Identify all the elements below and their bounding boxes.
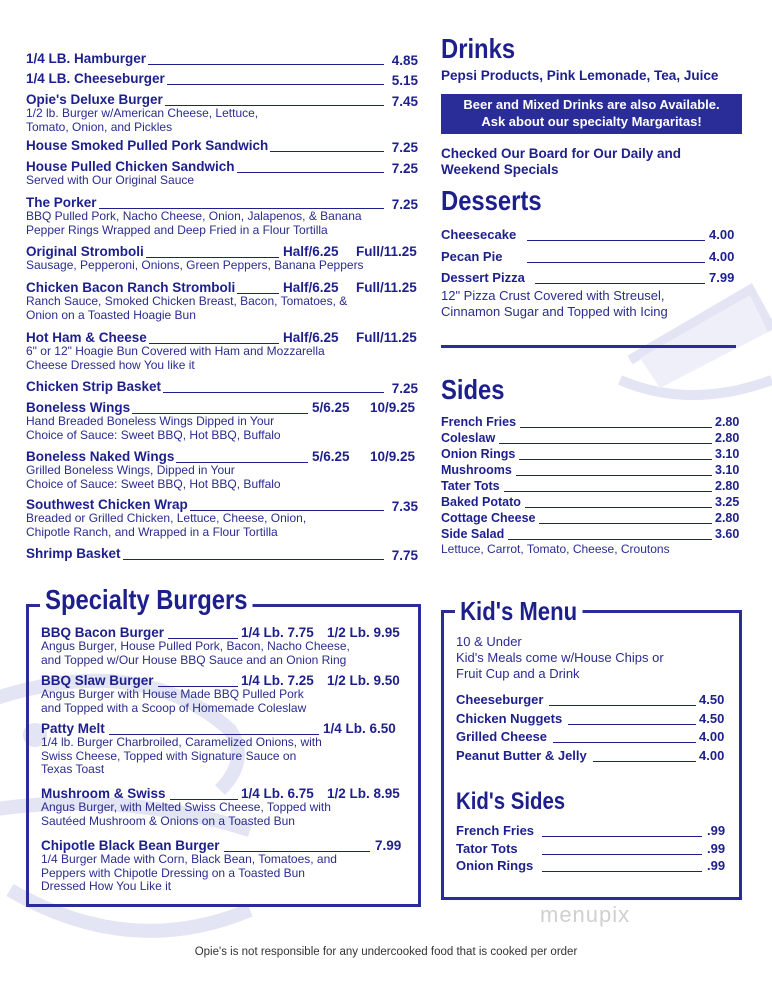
leader-line (519, 459, 712, 460)
burger-price-quarter: 1/4 Lb. 7.75 (241, 625, 314, 640)
burger-description: Texas Toast (41, 762, 105, 776)
burger-name-bbq-bacon-burger: BBQ Bacon Burger (41, 625, 165, 640)
burger-description: Dressed How You Like it (41, 879, 172, 893)
kids-intro (456, 634, 664, 682)
dessert-price: 4.00 (709, 249, 735, 264)
menu-item-name-boneless-wings: Boneless Wings (26, 400, 131, 415)
menu-item-name-chicken-strip-basket: Chicken Strip Basket (26, 379, 162, 394)
side-price: 2.80 (715, 511, 740, 525)
menu-item-name-house-pulled-chicken-sandwich: House Pulled Chicken Sandwich (26, 159, 235, 174)
burger-price-half: 1/2 Lb. 9.95 (327, 625, 400, 640)
menu-item-description: 1/2 lb. Burger w/American Cheese, Lettuce, (26, 106, 259, 120)
burger-description: Angus Burger, with Melted Swiss Cheese, Topped with (41, 800, 331, 814)
side-price: 3.10 (715, 447, 740, 461)
dessert-name-pecan-pie: Pecan Pie (441, 249, 503, 264)
menu-item-description: 6" or 12" Hoagie Bun Covered with Ham and Mozzarella (26, 344, 325, 358)
menu-item-price: Half/6.25 (283, 330, 339, 345)
leader-line (270, 151, 384, 152)
dessert-name-dessert-pizza: Dessert Pizza (441, 270, 525, 285)
leader-line (553, 742, 696, 743)
desserts-heading: Desserts (441, 185, 542, 216)
leader-line (568, 724, 696, 725)
menu-item-price: 7.25 (391, 381, 418, 396)
leader-line (527, 262, 705, 263)
side-price: 2.80 (715, 479, 740, 493)
kids-side-price: .99 (707, 823, 726, 838)
burger-price-half: 1/2 Lb. 8.95 (327, 786, 400, 801)
drinks-banner (441, 94, 742, 134)
menu-item-name-the-porker: The Porker (26, 195, 97, 210)
side-name-french-fries: French Fries (441, 415, 517, 429)
leader-line (542, 854, 702, 855)
intro-line: 10 & Under (456, 634, 522, 649)
burger-name-patty-melt: Patty Melt (41, 721, 105, 736)
menu-item-price: Full/11.25 (356, 244, 417, 259)
dessert-price: 4.00 (709, 227, 735, 242)
menu-item-price: 5/6.25 (312, 400, 350, 415)
side-name-cottage-cheese: Cottage Cheese (441, 511, 536, 525)
side-price: 2.80 (715, 431, 740, 445)
menu-item-price: 7.25 (391, 140, 418, 155)
menu-item-description: Chipotle Ranch, and Wrapped in a Flour Tortilla (26, 524, 278, 539)
burger-price-half: 1/2 Lb. 9.50 (327, 673, 400, 688)
burger-price-quarter: 1/4 Lb. 6.50 (323, 721, 396, 736)
specialty-burgers-heading: Specialty Burgers (40, 584, 253, 616)
side-name-mushrooms: Mushrooms (441, 463, 512, 477)
kids-item-name-chicken-nuggets: Chicken Nuggets (456, 710, 563, 726)
menu-item-name-southwest-chicken-wrap: Southwest Chicken Wrap (26, 497, 188, 512)
menu-item-description: Cheese Dressed how You like it (26, 357, 195, 372)
leader-line (527, 240, 705, 241)
side-price: 3.25 (715, 495, 740, 509)
leader-line (542, 871, 702, 872)
leader-line (516, 475, 712, 476)
burger-description: Swiss Cheese, Topped with Signature Sauce on (41, 748, 297, 763)
leader-line (504, 491, 712, 492)
side-name-onion-rings: Onion Rings (441, 447, 516, 461)
banner-line-1: Beer and Mixed Drinks are also Available. (463, 97, 720, 112)
watermark: menupix (540, 902, 631, 927)
burger-description: Peppers with Chipotle Dressing on a Toasted Bun (41, 865, 305, 880)
burger-description: Sautéed Mushroom & Onions on a Toasted Bun (41, 813, 295, 828)
side-name-tater-tots: Tater Tots (441, 479, 500, 493)
sides-heading: Sides (441, 374, 505, 405)
drinks-heading: Drinks (441, 33, 516, 64)
menu-item-price: 7.45 (391, 94, 418, 109)
kids-sides-heading: Kid's Sides (456, 788, 566, 815)
leader-line (535, 283, 705, 284)
menu-item-price: 5.15 (391, 73, 418, 88)
menu-item-name-shrimp-basket: Shrimp Basket (26, 546, 121, 561)
menu-item-price: 7.25 (391, 161, 418, 176)
burger-price-quarter: 1/4 Lb. 6.75 (241, 786, 314, 801)
menu-item-description: Ranch Sauce, Smoked Chicken Breast, Bacon, Tomatoes, & (26, 294, 348, 308)
menu-item-description: Choice of Sauce: Sweet BBQ, Hot BBQ, Buffalo (26, 427, 281, 442)
intro-line: Fruit Cup and a Drink (456, 666, 580, 681)
burger-price: 7.99 (375, 838, 402, 853)
kids-item-price: 4.00 (699, 729, 725, 744)
kids-side-name-onion-rings: Onion Rings (456, 858, 534, 873)
menu-item-price: Half/6.25 (283, 244, 339, 259)
kids-menu-heading: Kid's Menu (455, 596, 582, 627)
burger-description: 1/4 Burger Made with Corn, Black Bean, Tomatoes, and (41, 852, 337, 866)
menu-item-name-boneless-naked-wings: Boneless Naked Wings (26, 449, 175, 464)
menu-item-description: Onion on a Toasted Hoagie Bun (26, 307, 196, 322)
footer-disclaimer: Opie's is not responsible for any undercooked food that is cooked per order (194, 946, 578, 958)
menu-item-name-house-smoked-pulled-pork-sandwich: House Smoked Pulled Pork Sandwich (26, 138, 269, 153)
kids-side-name-french-fries: French Fries (456, 823, 535, 838)
menu-item-price: 4.85 (391, 53, 418, 68)
kids-item-price: 4.00 (699, 747, 725, 763)
menu-item-description: Pepper Rings Wrapped and Deep Fried in a Flour Tortilla (26, 222, 328, 237)
divider-line (441, 345, 736, 348)
menu-item-price: Full/11.25 (356, 330, 417, 345)
leader-line (148, 64, 384, 65)
menu-item-description: BBQ Pulled Pork, Nacho Cheese, Onion, Jalapenos, & Banana (26, 209, 362, 223)
menu-item-price: 5/6.25 (312, 449, 350, 464)
leader-line (520, 427, 712, 428)
board-specials (441, 146, 681, 178)
leader-line (499, 443, 712, 444)
menu-item-description: Grilled Boneless Wings, Dipped in Your (26, 463, 235, 477)
burger-description: 1/4 lb. Burger Charbroiled, Caramelized Onions, with (41, 735, 322, 749)
leader-line (508, 539, 712, 540)
menu-item-name-opie-s-deluxe-burger: Opie's Deluxe Burger (26, 92, 163, 107)
dessert-pizza-desc (441, 288, 668, 320)
menu-item-description: Tomato, Onion, and Pickles (26, 119, 173, 134)
menu-item-name-hot-ham-cheese: Hot Ham & Cheese (26, 330, 147, 345)
intro-line: Kid's Meals come w/House Chips or (456, 650, 664, 665)
menu-item-name-1-4-lb-cheeseburger: 1/4 LB. Cheeseburger (26, 71, 165, 86)
board-line-1: Checked Our Board for Our Daily and (441, 146, 682, 161)
menu-item-price: 10/9.25 (370, 400, 416, 415)
menu-item-price: 7.75 (391, 548, 418, 563)
desc-line: 12" Pizza Crust Covered with Streusel, (441, 288, 665, 303)
kids-side-name-tator-tots: Tator Tots (456, 840, 518, 856)
side-name-side-salad: Side Salad (441, 527, 505, 541)
board-line-2: Weekend Specials (441, 162, 559, 177)
menu-item-price: 7.25 (391, 197, 418, 212)
kids-item-name-grilled-cheese: Grilled Cheese (456, 729, 548, 744)
menu-item-name-1-4-lb-hamburger: 1/4 LB. Hamburger (26, 51, 147, 66)
menu-item-description: Hand Breaded Boneless Wings Dipped in Your (26, 414, 275, 428)
burger-price-quarter: 1/4 Lb. 7.25 (241, 673, 314, 688)
kids-side-price: .99 (707, 840, 726, 856)
menu-item-description: Breaded or Grilled Chicken, Lettuce, Cheese, Onion, (26, 511, 307, 525)
menu-item-description: Sausage, Pepperoni, Onions, Green Peppers, Banana Peppers (26, 258, 364, 272)
side-price: 2.80 (715, 415, 740, 429)
menu-item-name-original-stromboli: Original Stromboli (26, 244, 144, 259)
menu-item-price: Full/11.25 (356, 280, 417, 295)
burger-description: and Topped w/Our House BBQ Sauce and an Onion Ring (41, 652, 347, 667)
side-name-baked-potato: Baked Potato (441, 495, 521, 509)
side-price: 3.60 (715, 527, 740, 541)
menu-item-description: Choice of Sauce: Sweet BBQ, Hot BBQ, Buffalo (26, 476, 281, 491)
kids-item-name-cheeseburger: Cheeseburger (456, 692, 544, 707)
menu-item-price: 10/9.25 (370, 449, 416, 464)
side-price: 3.10 (715, 463, 740, 477)
burger-name-bbq-slaw-burger: BBQ Slaw Burger (41, 673, 154, 688)
menu-item-description: Served with Our Original Sauce (26, 173, 195, 187)
burger-description: and Topped with a Scoop of Homemade Coleslaw (41, 700, 307, 715)
banner-line-2: Ask about our specialty Margaritas! (481, 113, 702, 129)
kids-side-price: .99 (707, 858, 726, 873)
leader-line (549, 705, 696, 706)
leader-line (163, 392, 384, 393)
kids-item-price: 4.50 (699, 710, 725, 726)
leader-line (237, 172, 384, 173)
leader-line (123, 559, 384, 560)
desc-line: Cinnamon Sugar and Topped with Icing (441, 304, 668, 319)
dessert-price: 7.99 (709, 270, 735, 285)
drinks-line: Pepsi Products, Pink Lemonade, Tea, Juice (441, 68, 719, 83)
kids-item-name-peanut-butter-jelly: Peanut Butter & Jelly (456, 747, 587, 763)
leader-line (593, 761, 696, 762)
menu-item-name-chicken-bacon-ranch-stromboli: Chicken Bacon Ranch Stromboli (26, 280, 236, 295)
menu-item-price: Half/6.25 (283, 280, 339, 295)
burger-name-mushroom-swiss: Mushroom & Swiss (41, 786, 166, 801)
burger-description: Angus Burger with House Made BBQ Pulled Pork (41, 687, 304, 701)
side-name-coleslaw: Coleslaw (441, 431, 496, 445)
burger-description: Angus Burger, House Pulled Pork, Bacon, Nacho Cheese, (41, 639, 350, 653)
kids-item-price: 4.50 (699, 692, 725, 707)
side-salad-desc: Lettuce, Carrot, Tomato, Cheese, Croutons (441, 542, 670, 556)
leader-line (525, 507, 712, 508)
burger-name-chipotle-black-bean-burger: Chipotle Black Bean Burger (41, 838, 220, 853)
dessert-name-cheesecake: Cheesecake (441, 227, 517, 242)
leader-line (539, 523, 712, 524)
menu-item-price: 7.35 (391, 499, 418, 514)
leader-line (542, 836, 702, 837)
leader-line (167, 84, 384, 85)
